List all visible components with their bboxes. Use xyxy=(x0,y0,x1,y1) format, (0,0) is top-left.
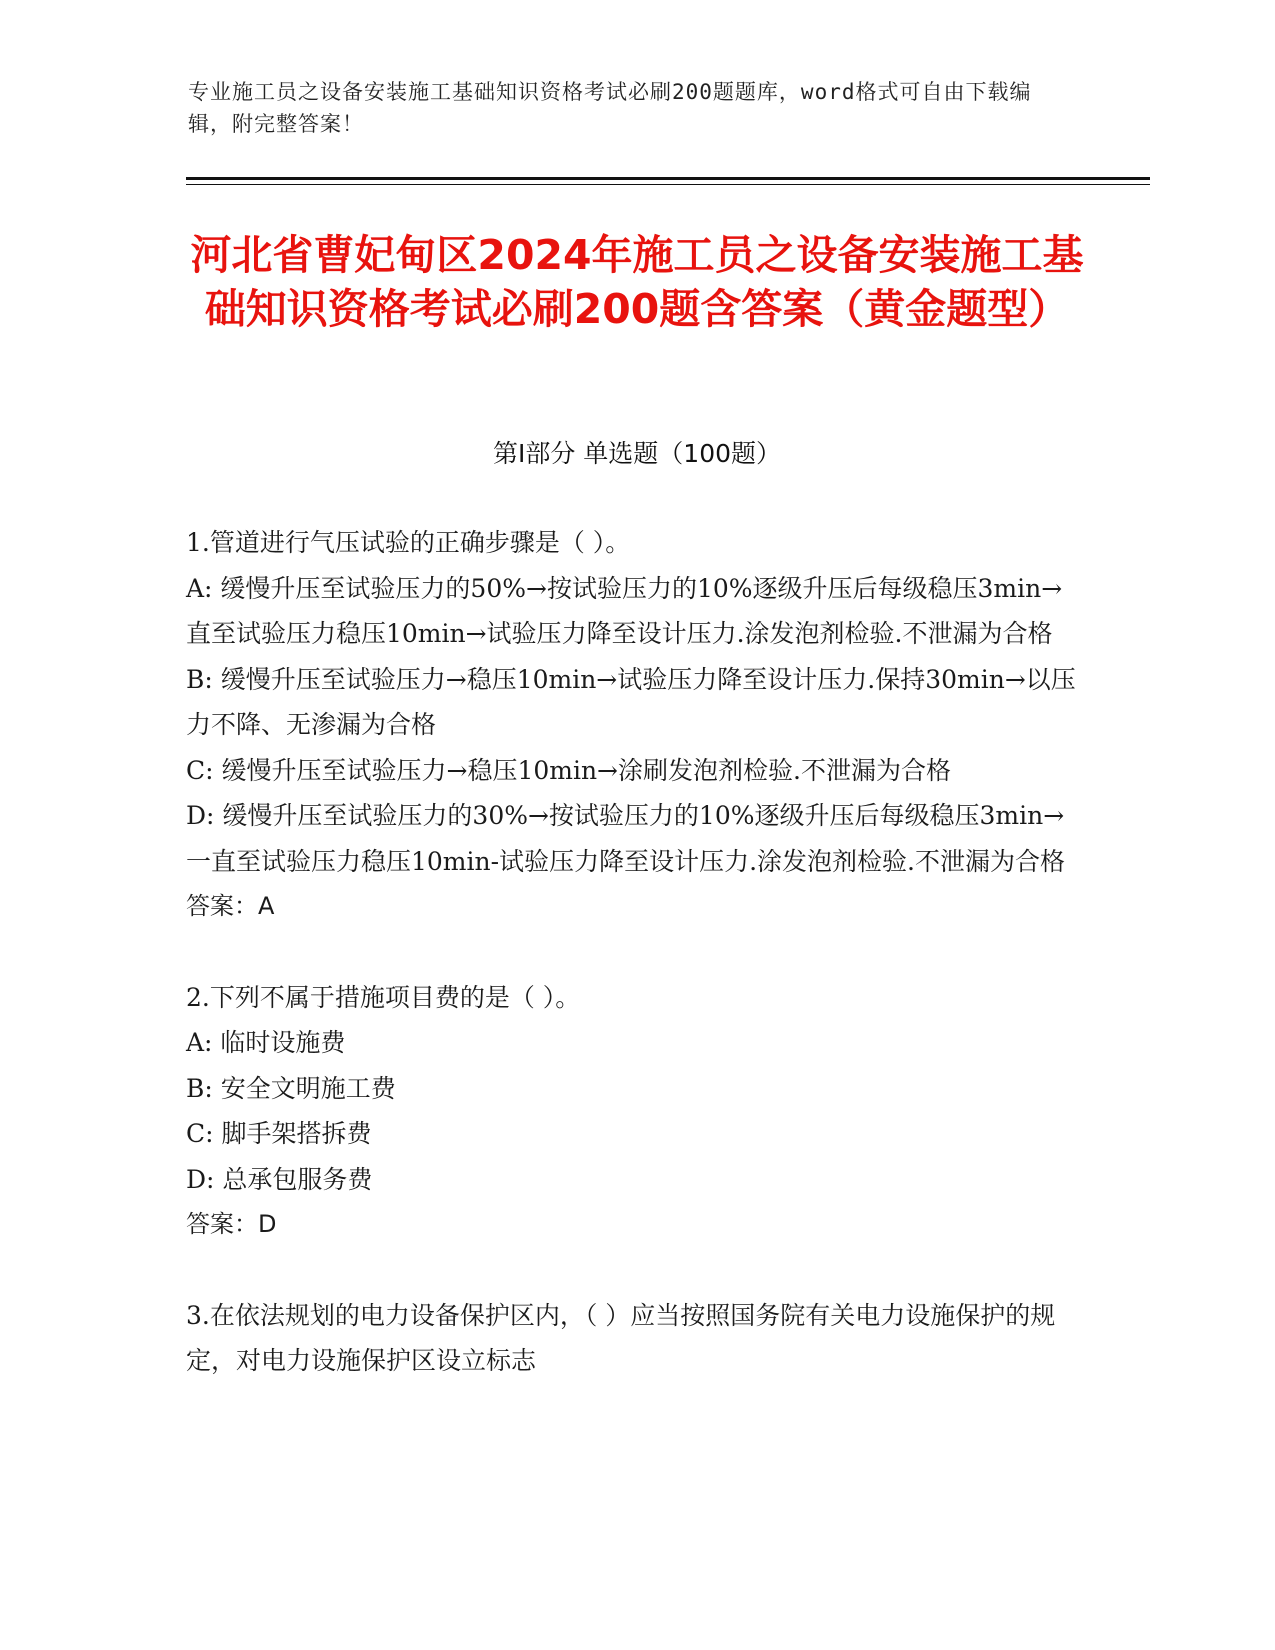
section-title: 第Ⅰ部分 单选题（100题） xyxy=(492,439,782,468)
answer-text: 答案：A xyxy=(186,892,275,920)
document-title: 河北省曹妃甸区2024年施工员之设备安装施工基础知识资格考试必刷200题含答案（黄金题型） xyxy=(190,231,1084,333)
question-text: 3.在依法规划的电力设备保护区内，（ ）应当按照国务院有关电力设施保护的规定，对电力设施保护区设立标志 xyxy=(186,1300,1056,1375)
question-list xyxy=(186,520,1076,1429)
option-b: B: 缓慢升压至试验压力→稳压10min→试验压力降至设计压力.保持30min→以压力不降、无渗漏为合格 xyxy=(186,664,1076,739)
header-rule-thick xyxy=(186,177,1150,180)
option-d: D: 总承包服务费 xyxy=(186,1164,373,1194)
question-2 xyxy=(186,975,1076,1248)
question-text: 1.管道进行气压试验的正确步骤是（ ）。 xyxy=(186,528,631,557)
option-c: C: 脚手架搭拆费 xyxy=(186,1119,372,1148)
question-1 xyxy=(186,520,1076,930)
header-rule-thin xyxy=(186,184,1150,185)
option-a: A: 临时设施费 xyxy=(186,1028,346,1057)
option-a: A: 缓慢升压至试验压力的50%→按试验压力的10%逐级升压后每级稳压3min→直至试验压力稳压10min→试验压力降至设计压力.涂发泡剂检验.不泄漏为合格 xyxy=(186,573,1063,648)
answer-text: 答案：D xyxy=(186,1210,277,1238)
option-d: D: 缓慢升压至试验压力的30%→按试验压力的10%逐级升压后每级稳压3min→一直至试验压力稳压10min-试验压力降至设计压力.涂发泡剂检验.不泄漏为合格 xyxy=(186,801,1065,876)
question-3 xyxy=(186,1293,1076,1384)
header-note: 专业施工员之设备安装施工基础知识资格考试必刷200题题库，word格式可自由下载编辑，附完整答案！ xyxy=(188,80,1032,136)
option-c: C: 缓慢升压至试验压力→稳压10min→涂刷发泡剂检验.不泄漏为合格 xyxy=(186,755,951,785)
question-text: 2.下列不属于措施项目费的是（ ）。 xyxy=(186,982,581,1012)
option-b: B: 安全文明施工费 xyxy=(186,1073,396,1103)
